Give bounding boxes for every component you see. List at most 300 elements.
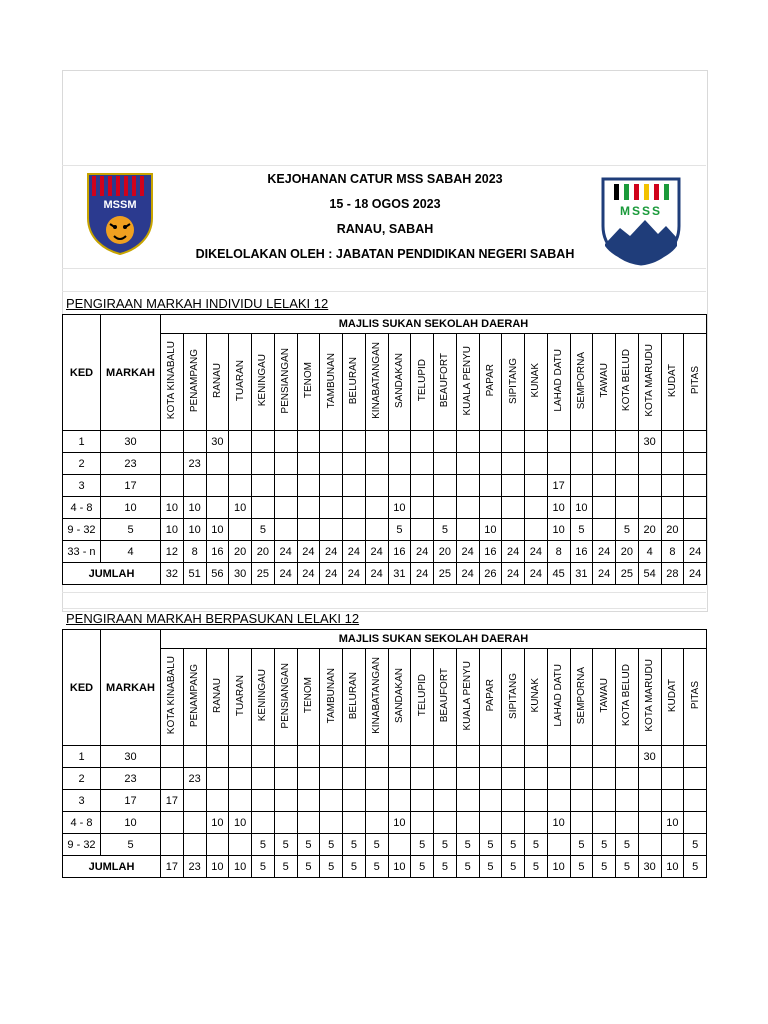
section-title-individu: PENGIRAAN MARKAH INDIVIDU LELAKI 12 — [66, 296, 329, 311]
score-cell: 10 — [570, 497, 593, 519]
district-header: SEMPORNA — [570, 334, 593, 431]
score-cell — [229, 453, 252, 475]
score-cell: 16 — [206, 541, 229, 563]
table-row — [63, 746, 707, 768]
score-cell — [479, 453, 502, 475]
score-cell: 5 — [274, 834, 297, 856]
score-cell — [274, 812, 297, 834]
ked-header: KED — [63, 630, 101, 746]
district-header: KUNAK — [525, 334, 548, 431]
score-cell — [479, 497, 502, 519]
score-cell — [365, 453, 388, 475]
score-cell — [456, 746, 479, 768]
score-cell — [456, 431, 479, 453]
score-cell: 5 — [616, 519, 639, 541]
total-cell: 10 — [388, 856, 411, 878]
markah-cell: 30 — [101, 746, 161, 768]
score-cell — [616, 790, 639, 812]
total-cell: 31 — [388, 563, 411, 585]
total-cell: 25 — [616, 563, 639, 585]
score-cell — [684, 768, 707, 790]
score-cell — [320, 453, 343, 475]
score-cell — [183, 812, 206, 834]
score-cell — [434, 453, 457, 475]
score-cell — [456, 812, 479, 834]
total-cell: 10 — [661, 856, 684, 878]
score-cell: 24 — [411, 541, 434, 563]
total-cell: 24 — [297, 563, 320, 585]
total-cell: 51 — [183, 563, 206, 585]
district-header: SIPITANG — [502, 334, 525, 431]
total-cell: 10 — [547, 856, 570, 878]
score-cell: 10 — [183, 497, 206, 519]
score-cell — [365, 768, 388, 790]
score-cell: 5 — [388, 519, 411, 541]
score-cell — [411, 768, 434, 790]
mssm-logo — [86, 172, 154, 261]
score-cell — [456, 768, 479, 790]
score-cell — [274, 519, 297, 541]
score-cell — [525, 768, 548, 790]
total-cell: 24 — [365, 563, 388, 585]
score-cell: 10 — [388, 812, 411, 834]
gridline — [62, 165, 706, 166]
score-cell — [252, 746, 275, 768]
score-cell — [252, 812, 275, 834]
score-cell — [638, 812, 661, 834]
score-cell: 10 — [229, 497, 252, 519]
score-cell — [570, 790, 593, 812]
score-cell — [616, 453, 639, 475]
score-cell — [274, 746, 297, 768]
score-cell — [525, 746, 548, 768]
table-row — [63, 475, 707, 497]
score-cell: 5 — [343, 834, 366, 856]
score-cell — [183, 475, 206, 497]
score-cell: 16 — [388, 541, 411, 563]
score-cell — [365, 812, 388, 834]
score-cell — [502, 497, 525, 519]
score-cell — [411, 812, 434, 834]
score-cell — [525, 475, 548, 497]
score-cell: 10 — [388, 497, 411, 519]
score-cell — [229, 746, 252, 768]
score-cell: 5 — [434, 519, 457, 541]
table-row — [63, 431, 707, 453]
score-cell: 10 — [547, 497, 570, 519]
district-header: PITAS — [684, 649, 707, 746]
score-cell — [343, 812, 366, 834]
score-cell — [274, 453, 297, 475]
score-cell — [274, 431, 297, 453]
jumlah-label: JUMLAH — [63, 856, 161, 878]
score-cell — [661, 431, 684, 453]
district-header: PENSIANGAN — [274, 649, 297, 746]
district-header: KUDAT — [661, 334, 684, 431]
score-cell — [297, 453, 320, 475]
markah-cell: 5 — [101, 519, 161, 541]
total-cell: 24 — [684, 563, 707, 585]
score-cell: 5 — [593, 834, 616, 856]
score-cell — [229, 431, 252, 453]
score-cell — [661, 475, 684, 497]
score-cell — [320, 497, 343, 519]
score-cell — [616, 768, 639, 790]
score-cell — [183, 431, 206, 453]
score-cell — [684, 790, 707, 812]
total-cell: 5 — [570, 856, 593, 878]
table-row — [63, 768, 707, 790]
score-cell — [547, 453, 570, 475]
gridline — [62, 291, 706, 292]
total-cell: 25 — [434, 563, 457, 585]
score-cell: 16 — [479, 541, 502, 563]
score-cell — [502, 453, 525, 475]
score-cell — [661, 497, 684, 519]
district-header: SEMPORNA — [570, 649, 593, 746]
ked-cell: 4 - 8 — [63, 497, 101, 519]
district-header: TAWAU — [593, 649, 616, 746]
score-cell: 10 — [229, 812, 252, 834]
score-cell — [229, 834, 252, 856]
score-cell: 24 — [684, 541, 707, 563]
score-cell: 24 — [593, 541, 616, 563]
score-cell — [638, 790, 661, 812]
score-cell — [547, 746, 570, 768]
total-cell: 28 — [661, 563, 684, 585]
score-cell — [684, 746, 707, 768]
score-cell — [206, 453, 229, 475]
score-cell: 24 — [297, 541, 320, 563]
district-header: PENAMPANG — [183, 334, 206, 431]
score-cell — [525, 519, 548, 541]
gridline — [62, 592, 706, 593]
score-cell — [456, 453, 479, 475]
score-cell: 20 — [661, 519, 684, 541]
score-cell — [365, 475, 388, 497]
score-cell — [297, 812, 320, 834]
district-header: KOTA KINABALU — [161, 649, 184, 746]
score-cell — [502, 790, 525, 812]
score-cell — [525, 497, 548, 519]
score-cell — [593, 790, 616, 812]
score-cell — [456, 519, 479, 541]
score-cell — [343, 519, 366, 541]
score-cell: 17 — [547, 475, 570, 497]
total-cell: 45 — [547, 563, 570, 585]
score-cell — [229, 790, 252, 812]
score-cell — [638, 834, 661, 856]
score-cell — [274, 475, 297, 497]
score-cell — [502, 812, 525, 834]
score-cell — [661, 834, 684, 856]
district-header: KINABATANGAN — [365, 334, 388, 431]
score-cell — [274, 790, 297, 812]
score-cell — [297, 790, 320, 812]
score-cell — [274, 768, 297, 790]
total-cell: 24 — [343, 563, 366, 585]
score-cell: 20 — [616, 541, 639, 563]
score-cell — [343, 453, 366, 475]
table-row — [63, 541, 707, 563]
score-cell — [593, 519, 616, 541]
score-cell — [297, 497, 320, 519]
district-header: KENINGAU — [252, 649, 275, 746]
score-cell — [525, 790, 548, 812]
total-cell: 5 — [297, 856, 320, 878]
score-cell — [525, 431, 548, 453]
score-cell — [434, 768, 457, 790]
score-cell — [297, 768, 320, 790]
score-cell: 5 — [502, 834, 525, 856]
markah-cell: 4 — [101, 541, 161, 563]
score-cell — [684, 453, 707, 475]
score-cell: 5 — [570, 519, 593, 541]
score-cell — [183, 746, 206, 768]
score-cell — [252, 453, 275, 475]
score-cell: 5 — [252, 519, 275, 541]
score-cell — [434, 790, 457, 812]
score-cell — [252, 790, 275, 812]
district-header: BEAUFORT — [434, 334, 457, 431]
ked-cell: 4 - 8 — [63, 812, 101, 834]
score-cell — [479, 812, 502, 834]
score-cell: 30 — [206, 431, 229, 453]
markah-cell: 10 — [101, 812, 161, 834]
score-cell: 17 — [161, 790, 184, 812]
score-cell: 20 — [638, 519, 661, 541]
score-cell — [684, 519, 707, 541]
score-cell — [388, 475, 411, 497]
markah-header: MARKAH — [101, 630, 161, 746]
total-cell: 5 — [434, 856, 457, 878]
score-cell — [297, 475, 320, 497]
section-title-berpasukan: PENGIRAAN MARKAH BERPASUKAN LELAKI 12 — [66, 611, 360, 626]
group-header: MAJLIS SUKAN SEKOLAH DAERAH — [161, 630, 707, 649]
score-cell — [434, 431, 457, 453]
score-cell: 24 — [525, 541, 548, 563]
score-cell — [161, 453, 184, 475]
total-cell: 30 — [638, 856, 661, 878]
total-cell: 5 — [616, 856, 639, 878]
total-cell: 24 — [593, 563, 616, 585]
district-header: BELURAN — [343, 334, 366, 431]
ked-cell: 33 - n — [63, 541, 101, 563]
score-cell — [661, 768, 684, 790]
total-cell: 10 — [229, 856, 252, 878]
score-cell: 4 — [638, 541, 661, 563]
total-cell: 5 — [479, 856, 502, 878]
score-cell — [365, 746, 388, 768]
score-cell — [229, 519, 252, 541]
score-cell — [411, 746, 434, 768]
score-cell: 24 — [502, 541, 525, 563]
score-cell — [343, 431, 366, 453]
score-cell — [479, 768, 502, 790]
group-header: MAJLIS SUKAN SEKOLAH DAERAH — [161, 315, 707, 334]
score-cell — [411, 453, 434, 475]
total-cell: 5 — [320, 856, 343, 878]
total-cell: 26 — [479, 563, 502, 585]
markah-cell: 23 — [101, 768, 161, 790]
score-cell — [661, 453, 684, 475]
score-cell — [684, 431, 707, 453]
district-header: KENINGAU — [252, 334, 275, 431]
ked-cell: 1 — [63, 746, 101, 768]
total-cell: 5 — [525, 856, 548, 878]
score-cell — [388, 431, 411, 453]
score-cell — [593, 453, 616, 475]
score-cell — [570, 812, 593, 834]
gridline — [62, 608, 706, 609]
score-cell — [411, 431, 434, 453]
score-cell: 24 — [456, 541, 479, 563]
score-cell: 10 — [661, 812, 684, 834]
score-cell: 24 — [365, 541, 388, 563]
district-header: TUARAN — [229, 334, 252, 431]
district-header: KUNAK — [525, 649, 548, 746]
district-header: TENOM — [297, 649, 320, 746]
markah-header: MARKAH — [101, 315, 161, 431]
score-cell — [434, 475, 457, 497]
score-cell: 5 — [297, 834, 320, 856]
score-cell: 10 — [206, 519, 229, 541]
score-cell — [502, 519, 525, 541]
score-cell — [411, 475, 434, 497]
total-cell: 5 — [252, 856, 275, 878]
score-cell — [684, 475, 707, 497]
score-cell — [638, 475, 661, 497]
score-cell — [593, 768, 616, 790]
score-cell — [411, 497, 434, 519]
district-header: PAPAR — [479, 649, 502, 746]
total-cell: 5 — [343, 856, 366, 878]
total-row — [63, 563, 707, 585]
table-row — [63, 812, 707, 834]
score-cell — [161, 812, 184, 834]
score-cell: 30 — [638, 431, 661, 453]
score-cell — [593, 431, 616, 453]
score-cell: 10 — [161, 519, 184, 541]
score-cell — [411, 519, 434, 541]
score-cell — [547, 790, 570, 812]
event-dates: 15 - 18 OGOS 2023 — [329, 197, 441, 211]
score-cell: 8 — [183, 541, 206, 563]
score-cell: 10 — [183, 519, 206, 541]
score-cell — [297, 431, 320, 453]
table-row — [63, 453, 707, 475]
score-cell — [547, 431, 570, 453]
score-cell — [320, 475, 343, 497]
score-cell — [570, 746, 593, 768]
score-cell: 10 — [206, 812, 229, 834]
score-cell: 10 — [161, 497, 184, 519]
total-cell: 5 — [593, 856, 616, 878]
score-cell — [388, 790, 411, 812]
ked-cell: 9 - 32 — [63, 834, 101, 856]
total-cell: 5 — [502, 856, 525, 878]
district-header: TELUPID — [411, 334, 434, 431]
score-cell — [434, 497, 457, 519]
total-cell: 24 — [274, 563, 297, 585]
score-cell: 5 — [570, 834, 593, 856]
district-header: PAPAR — [479, 334, 502, 431]
score-cell — [365, 497, 388, 519]
score-cell — [502, 746, 525, 768]
score-cell — [684, 497, 707, 519]
score-cell — [161, 475, 184, 497]
score-cell — [252, 475, 275, 497]
markah-cell: 30 — [101, 431, 161, 453]
score-cell — [343, 768, 366, 790]
score-cell: 10 — [547, 812, 570, 834]
score-cell — [161, 431, 184, 453]
district-header: KOTA MARUDU — [638, 649, 661, 746]
score-cell: 5 — [456, 834, 479, 856]
score-cell — [593, 497, 616, 519]
individu-table — [62, 314, 707, 585]
score-cell — [661, 746, 684, 768]
score-cell — [365, 790, 388, 812]
score-cell — [320, 746, 343, 768]
score-cell — [502, 768, 525, 790]
district-header: KOTA MARUDU — [638, 334, 661, 431]
jumlah-label: JUMLAH — [63, 563, 161, 585]
score-cell — [252, 768, 275, 790]
score-cell — [502, 475, 525, 497]
score-cell — [320, 431, 343, 453]
total-cell: 23 — [183, 856, 206, 878]
score-cell — [365, 431, 388, 453]
score-cell — [229, 475, 252, 497]
score-cell — [206, 790, 229, 812]
score-cell — [456, 475, 479, 497]
score-cell — [593, 812, 616, 834]
district-header: LAHAD DATU — [547, 649, 570, 746]
district-header: SANDAKAN — [388, 334, 411, 431]
score-cell — [206, 834, 229, 856]
score-cell: 5 — [434, 834, 457, 856]
score-cell: 10 — [547, 519, 570, 541]
markah-cell: 17 — [101, 790, 161, 812]
total-cell: 10 — [206, 856, 229, 878]
score-cell: 5 — [479, 834, 502, 856]
district-header: TAWAU — [593, 334, 616, 431]
score-cell — [479, 475, 502, 497]
score-cell: 8 — [547, 541, 570, 563]
score-cell — [525, 812, 548, 834]
score-cell: 24 — [320, 541, 343, 563]
score-cell — [297, 519, 320, 541]
score-cell — [661, 790, 684, 812]
score-cell — [616, 812, 639, 834]
district-header: BELURAN — [343, 649, 366, 746]
score-cell — [320, 812, 343, 834]
ked-header: KED — [63, 315, 101, 431]
score-cell — [161, 768, 184, 790]
markah-cell: 10 — [101, 497, 161, 519]
total-cell: 17 — [161, 856, 184, 878]
score-cell — [638, 453, 661, 475]
score-cell — [206, 768, 229, 790]
total-cell: 54 — [638, 563, 661, 585]
district-header: BEAUFORT — [434, 649, 457, 746]
score-cell — [593, 746, 616, 768]
district-header: PENSIANGAN — [274, 334, 297, 431]
score-cell — [616, 497, 639, 519]
score-cell — [388, 453, 411, 475]
total-cell: 5 — [456, 856, 479, 878]
